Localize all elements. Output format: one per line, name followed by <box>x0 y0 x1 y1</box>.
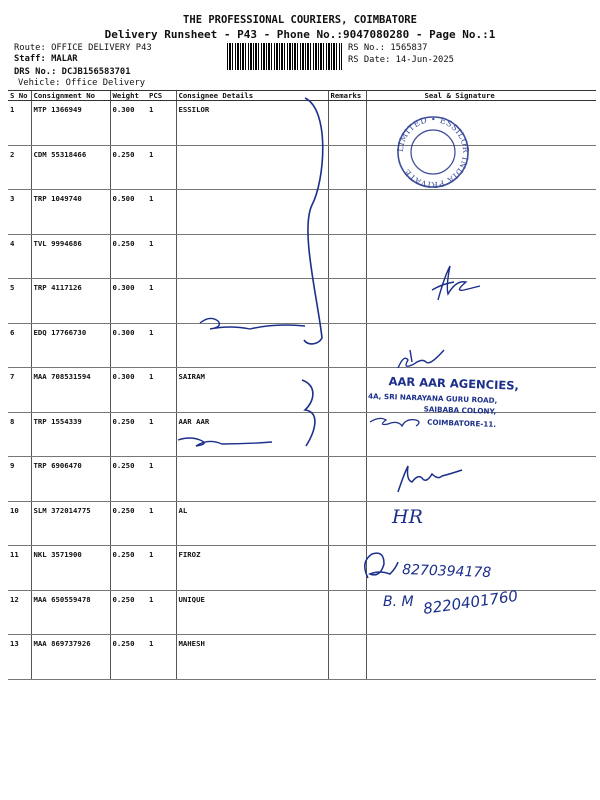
cell-consignment: NKL 3571900 <box>31 546 110 591</box>
cell-pcs: 1 <box>147 145 176 190</box>
cell-sno: 3 <box>8 190 31 235</box>
handwriting-row-13-initial: B. M <box>383 594 414 610</box>
cell-weight: 0.300 <box>110 279 147 324</box>
signature-row-12 <box>365 553 398 578</box>
cell-consignment: MAA 650559478 <box>31 590 110 635</box>
col-pcs: PCS <box>147 91 176 101</box>
cell-weight: 0.300 <box>110 323 147 368</box>
cell-weight: 0.250 <box>110 635 147 680</box>
cell-sno: 11 <box>8 546 31 591</box>
cell-sno: 5 <box>8 279 31 324</box>
cell-pcs: 1 <box>147 323 176 368</box>
bracket-mark-rows-1-6 <box>304 98 323 344</box>
cell-pcs: 1 <box>147 635 176 680</box>
col-sno: S No <box>8 91 31 101</box>
col-remarks: Remarks <box>328 91 366 101</box>
cell-weight: 0.250 <box>110 145 147 190</box>
cell-consignee: AAR AAR <box>176 412 328 457</box>
cell-pcs: 1 <box>147 368 176 413</box>
runsheet-title: Delivery Runsheet - P43 - Phone No.:9047080280 - Page No.:1 <box>104 28 496 41</box>
cell-sno: 7 <box>8 368 31 413</box>
cell-pcs: 1 <box>147 412 176 457</box>
signature-row-10 <box>398 466 462 492</box>
cell-sno: 8 <box>8 412 31 457</box>
svg-text:LIMITED • ESSILOR INDIA PRIVAT <box>395 114 471 190</box>
cell-sno: 13 <box>8 635 31 680</box>
cell-sno: 2 <box>8 145 31 190</box>
cell-pcs: 1 <box>147 101 176 146</box>
cell-consignment: SLM 372014775 <box>31 501 110 546</box>
signature-row-5 <box>432 266 480 300</box>
drs-number: DRS No.: DCJB156583701 <box>14 67 131 77</box>
cell-consignment: TRP 4117126 <box>31 279 110 324</box>
cell-pcs: 1 <box>147 190 176 235</box>
cell-consignment: MAA 869737926 <box>31 635 110 680</box>
aar-stamp-line-3: SAIBABA COLONY, <box>423 404 497 416</box>
cell-consignment: TRP 1049740 <box>31 190 110 235</box>
cell-pcs: 1 <box>147 590 176 635</box>
cell-consignment: CDM 55318466 <box>31 145 110 190</box>
company-name: THE PROFESSIONAL COURIERS, COIMBATORE <box>183 14 417 26</box>
cell-consignment: EDQ 17766730 <box>31 323 110 368</box>
cell-consignment: MTP 1366949 <box>31 101 110 146</box>
cell-weight: 0.250 <box>110 457 147 502</box>
essilor-seal-text: LIMITED • ESSILOR INDIA PRIVATE <box>394 113 472 191</box>
cell-sno: 4 <box>8 234 31 279</box>
cell-weight: 0.300 <box>110 101 147 146</box>
cell-sno: 6 <box>8 323 31 368</box>
staff-label: Staff: MALAR <box>14 54 78 64</box>
col-weight: Weight <box>110 91 147 101</box>
rs-date: RS Date: 14-Jun-2025 <box>348 55 454 65</box>
cell-weight: 0.250 <box>110 501 147 546</box>
cell-consignment: TVL 9994686 <box>31 234 110 279</box>
cell-consignee: MAHESH <box>176 635 328 680</box>
route-label: Route: OFFICE DELIVERY P43 <box>14 43 152 53</box>
vehicle-label: Vehicle: Office Delivery <box>18 78 146 88</box>
aar-stamp-line-1: AAR AAR AGENCIES, <box>388 374 520 393</box>
cell-consignment: TRP 1554339 <box>31 412 110 457</box>
bracket-mark-rows-8-9 <box>302 380 315 446</box>
aar-agencies-stamp <box>367 373 519 429</box>
cell-weight: 0.300 <box>110 368 147 413</box>
cell-pcs: 1 <box>147 546 176 591</box>
cell-weight: 0.250 <box>110 234 147 279</box>
cell-consignee: ESSILOR <box>176 101 328 146</box>
signature-row-7 <box>398 350 444 368</box>
bracket-arrow-row-6 <box>200 318 305 329</box>
handwriting-row-12-phone: 8270394178 <box>401 562 492 582</box>
handwriting-row-13-phone: 8220401760 <box>422 586 520 618</box>
cell-weight: 0.250 <box>110 412 147 457</box>
cell-pcs: 1 <box>147 457 176 502</box>
essilor-seal-stamp <box>395 114 471 190</box>
cell-consignee: AL <box>176 501 328 546</box>
cell-pcs: 1 <box>147 279 176 324</box>
cell-sno: 10 <box>8 501 31 546</box>
handwriting-row-11: HR <box>392 506 423 528</box>
col-consignee: Consignee Details <box>176 91 328 101</box>
cell-weight: 0.500 <box>110 190 147 235</box>
cell-weight: 0.250 <box>110 546 147 591</box>
cell-consignee: FIROZ <box>176 546 328 591</box>
bracket-arrow-row-9 <box>178 438 272 446</box>
cell-weight: 0.250 <box>110 590 147 635</box>
aar-stamp-line-4: COIMBATORE-11. <box>427 417 497 429</box>
cell-sno: 9 <box>8 457 31 502</box>
cell-consignee: UNIQUE <box>176 590 328 635</box>
cell-sno: 1 <box>8 101 31 146</box>
cell-consignment: MAA 708531594 <box>31 368 110 413</box>
cell-pcs: 1 <box>147 501 176 546</box>
cell-sno: 12 <box>8 590 31 635</box>
cell-consignment: TRP 6906470 <box>31 457 110 502</box>
cell-consignee: SAIRAM <box>176 368 328 413</box>
col-seal: Seal & Signature <box>366 91 596 101</box>
aar-stamp-line-2: 4A, SRI NARAYANA GURU ROAD, <box>367 391 498 405</box>
rs-number: RS No.: 1565837 <box>348 43 428 53</box>
col-consignment: Consignment No <box>31 91 110 101</box>
signature-row-8 <box>370 418 419 426</box>
cell-pcs: 1 <box>147 234 176 279</box>
